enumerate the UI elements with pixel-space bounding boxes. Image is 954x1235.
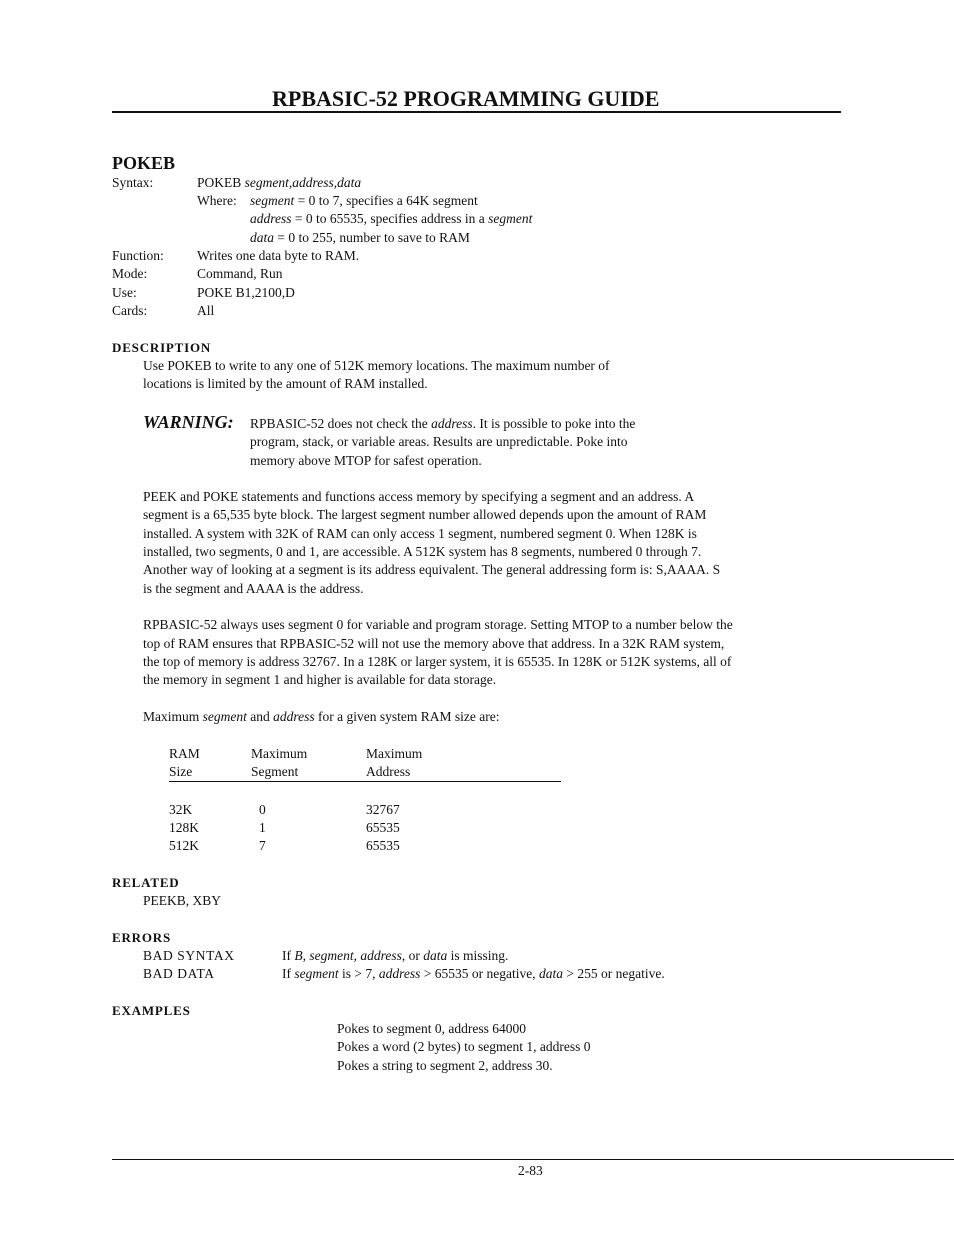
intro-text: and [250,709,270,724]
mode-label: Mode: [112,266,148,281]
where-term: data [250,230,275,245]
table-header-ram: Size [169,764,193,779]
error-text: , or [401,948,420,963]
table-cell: 1 [259,820,266,835]
warning-line: memory above MTOP for safest operation. [250,453,482,468]
example-line: Pokes to segment 0, address 64000 [337,1021,526,1036]
error-text: > 255 or negative. [566,966,665,981]
paragraph-line: segment is a 65,535 byte block. The largest segment number allowed depends upon the amount of RAM [143,507,707,522]
error-italic: data [538,966,563,981]
error-text: If [282,948,291,963]
command-name: POKEB [112,153,176,173]
error-italic: data [423,948,448,963]
page-number: 2-83 [518,1163,543,1178]
header-rule [112,111,841,113]
table-header-segment: Segment [251,764,299,779]
where-address [250,210,532,228]
warning-text: RPBASIC-52 does not check the [250,416,428,431]
syntax-command: POKEB [197,175,242,190]
intro-italic: address [273,709,315,724]
where-label: Where: [197,193,237,208]
warning-line: program, stack, or variable areas. Results are unpredictable. Poke into [250,434,628,449]
paragraph-line: top of RAM ensures that RPBASIC-52 will not use the memory above that address. In a 32K RAM system, [143,636,725,651]
related-text: PEEKB, XBY [143,893,222,908]
syntax-value [197,174,361,192]
paragraph-line: is the segment and AAAA is the address. [143,581,364,596]
where-desc-italic: segment [488,211,533,226]
intro-text: Maximum [143,709,200,724]
error-text: is missing. [450,948,509,963]
error-text: is > 7, [342,966,376,981]
error-name: BAD SYNTAX [143,948,235,963]
error-italic: B, segment, address [294,948,402,963]
where-data [250,229,470,247]
cards-value: All [197,303,215,318]
use-value: POKE B1,2100,D [197,285,295,300]
table-cell: 7 [259,838,266,853]
description-heading: DESCRIPTION [112,340,212,355]
error-italic: address [378,966,421,981]
warning-text: . It is possible to poke into the [472,416,636,431]
page-title: RPBASIC-52 PROGRAMMING GUIDE [272,86,660,111]
where-segment [250,192,478,210]
table-header-address: Maximum [366,746,423,761]
warning-label: WARNING: [143,412,234,432]
example-line: Pokes a word (2 bytes) to segment 1, address 0 [337,1039,591,1054]
warning-italic: address [431,416,473,431]
error-text: If [282,966,291,981]
use-label: Use: [112,285,137,300]
related-heading: RELATED [112,875,180,890]
table-cell: 32767 [366,802,400,817]
paragraph-line: installed. A system with 32K of RAM can only access 1 segment, numbered segment 0. When 128K is [143,526,697,541]
syntax-arguments: segment,address,data [244,175,362,190]
table-intro [143,708,499,726]
error-desc [282,947,508,965]
paragraph-line: the top of memory is address 32767. In a 128K or larger system, it is 65535. In 128K or 512K systems, all of [143,654,732,669]
table-header-rule [169,781,561,782]
error-desc [282,965,665,983]
examples-heading: EXAMPLES [112,1003,191,1018]
footer-rule [112,1159,954,1160]
paragraph-line: PEEK and POKE statements and functions access memory by specifying a segment and an address. A [143,489,695,504]
table-cell: 128K [169,820,199,835]
warning-line [250,415,635,433]
function-label: Function: [112,248,164,263]
example-line: Pokes a string to segment 2, address 30. [337,1058,553,1073]
cards-label: Cards: [112,303,148,318]
error-italic: segment [294,966,339,981]
table-cell: 0 [259,802,266,817]
description-line: locations is limited by the amount of RAM installed. [143,376,428,391]
mode-value: Command, Run [197,266,283,281]
where-desc: = 0 to 65535, specifies address in a [294,211,485,226]
where-desc: = 0 to 255, number to save to RAM [277,230,470,245]
description-line: Use POKEB to write to any one of 512K memory locations. The maximum number of [143,358,610,373]
paragraph-line: Another way of looking at a segment is its address equivalent. The general addressing form is: S,AAAA. S [143,562,721,577]
error-text: > 65535 or negative, [423,966,536,981]
error-name: BAD DATA [143,966,215,981]
table-cell: 512K [169,838,199,853]
syntax-label: Syntax: [112,175,154,190]
paragraph-line: the memory in segment 1 and higher is available for data storage. [143,672,497,687]
table-header-ram: RAM [169,746,200,761]
table-cell: 65535 [366,838,400,853]
table-cell: 32K [169,802,193,817]
where-term: segment [250,193,295,208]
where-desc: = 0 to 7, specifies a 64K segment [297,193,478,208]
where-term: address [250,211,292,226]
function-value: Writes one data byte to RAM. [197,248,360,263]
intro-text: for a given system RAM size are: [318,709,500,724]
table-header-address: Address [366,764,411,779]
table-header-segment: Maximum [251,746,308,761]
paragraph-line: installed, two segments, 0 and 1, are accessible. A 512K system has 8 segments, numbered 0 through 7. [143,544,702,559]
intro-italic: segment [202,709,247,724]
paragraph-line: RPBASIC-52 always uses segment 0 for variable and program storage. Setting MTOP to a number below the [143,617,733,632]
table-cell: 65535 [366,820,400,835]
errors-heading: ERRORS [112,930,171,945]
